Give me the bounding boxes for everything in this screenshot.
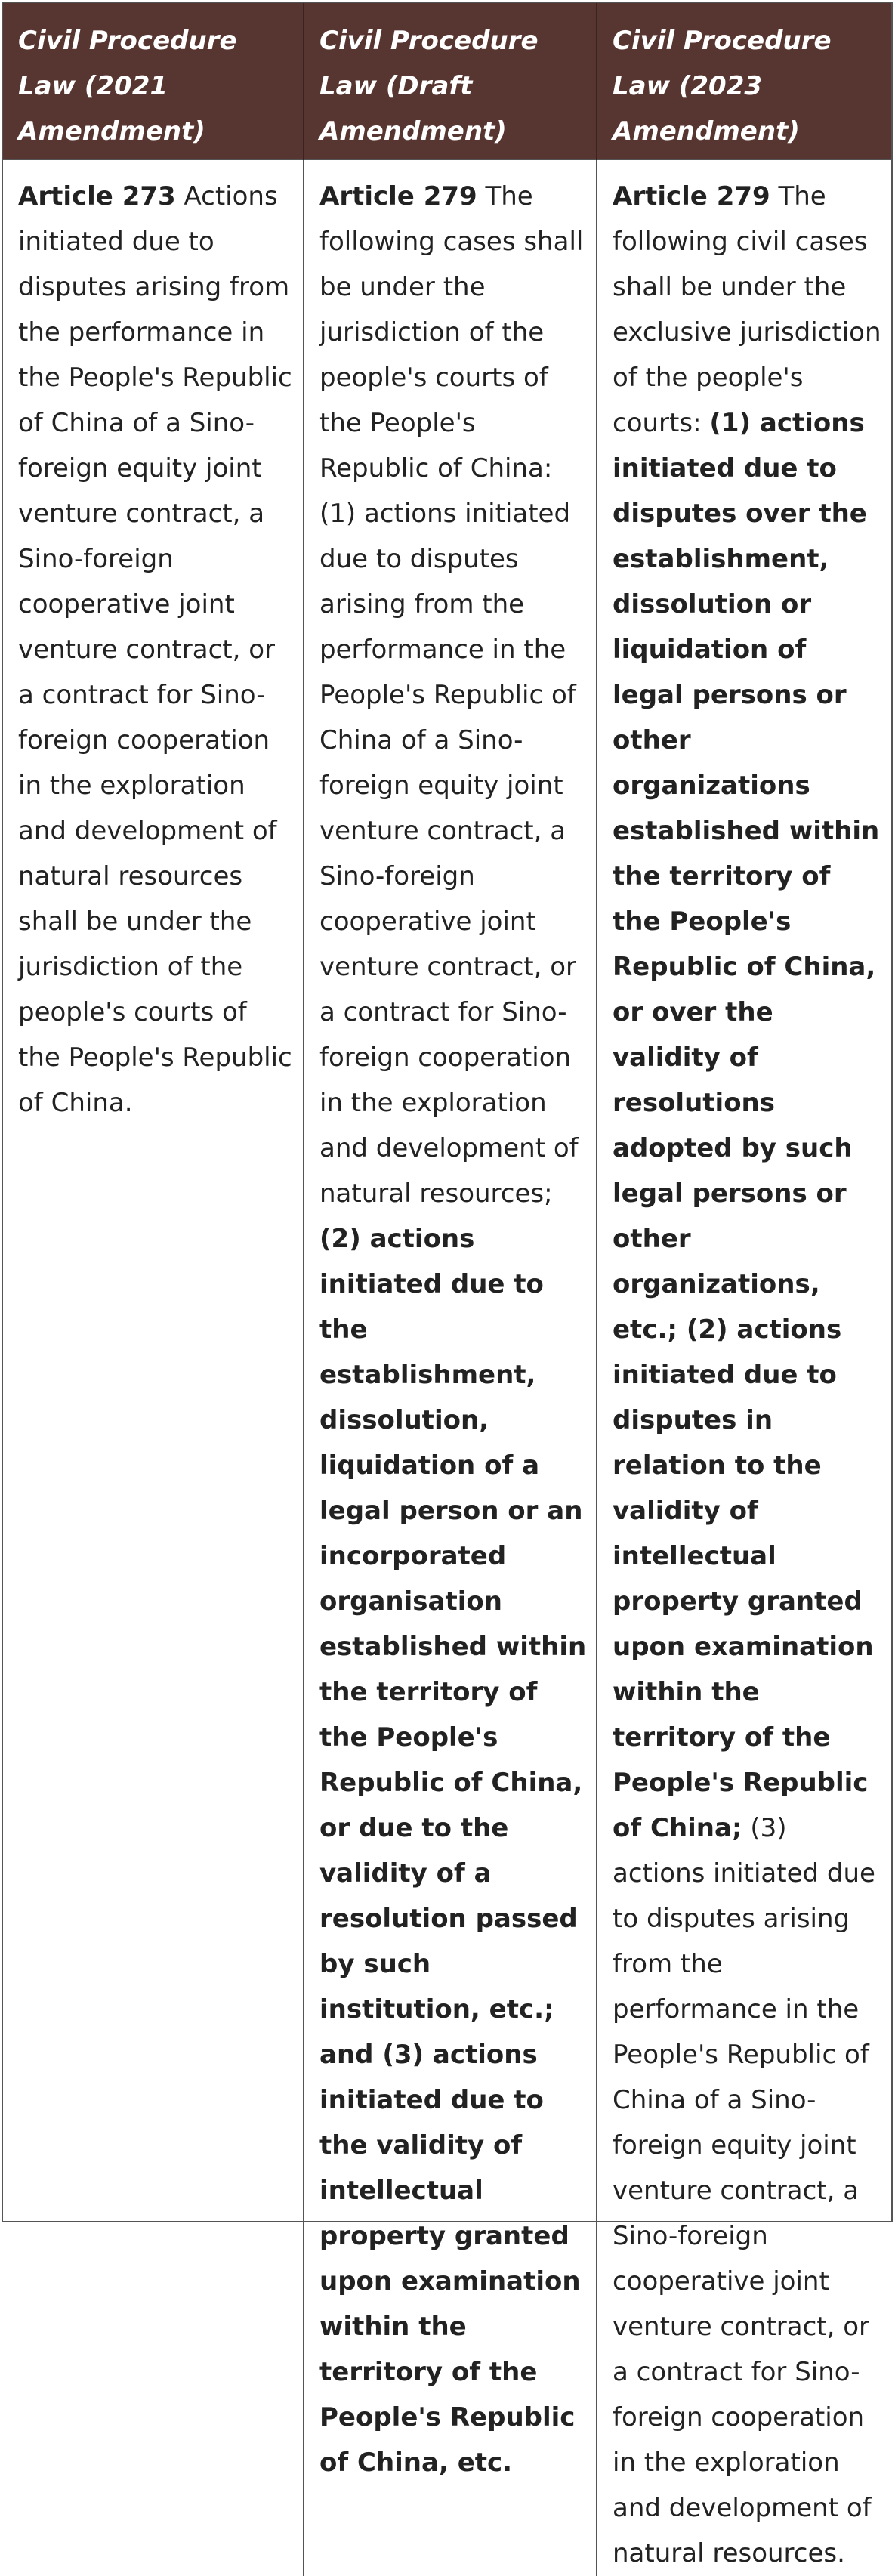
article-text-continued: (3) actions initiated due to disputes arising from the performance in the People's Republic of China of a Sino-foreign equity joint venture contract, a Sino-foreign cooperative joint venture contract, or a contract for Sino-foreign cooperation in the exploration and development of natural resources. <box>613 1813 875 2568</box>
article-text: Actions initiated due to disputes arising from the performance in the People's Republic of China of a Sino-foreign equity joint venture contract, a Sino-foreign cooperative joint venture contract, or a contract for Sino-foreign cooperation in the exploration and development of natural resources shall be under the jurisdiction of the people's courts of the People's Republic of China. <box>18 181 292 1118</box>
article-number: Article 273 <box>18 181 176 212</box>
article-text: The following cases shall be under the jurisdiction of the people's courts of the People's Republic of China: (1) actions initiated due to disputes arising from the performance in the People's Republic of China of a Sino-foreign equity joint venture contract, a Sino-foreign cooperative joint venture contract, or a contract for Sino-foreign cooperation in the exploration and development of natural resources; <box>319 181 584 1209</box>
article-number: Article 279 <box>613 181 770 212</box>
article-number: Article 279 <box>319 181 477 212</box>
cell-draft-amendment <box>304 159 597 2576</box>
article-text: The following civil cases shall be under the exclusive jurisdiction of the people's courts: <box>613 181 881 438</box>
header-row <box>3 3 891 159</box>
header-2023-amendment: Civil Procedure Law (2023 Amendment) <box>597 3 891 159</box>
table-body <box>3 159 891 2576</box>
cell-2021-amendment <box>3 159 304 2576</box>
comparison-table <box>3 3 891 2576</box>
comparison-table-container <box>2 2 893 2568</box>
table-header <box>3 3 891 159</box>
table-row <box>3 159 891 2576</box>
article-bold-text: (2) actions initiated due to the establishment, dissolution, liquidation of a legal person or an incorporated organisation established within the territory of the People's Republic of China, or due to the validity of a resolution passed by such institution, etc.; and (3) actions initiated due to the validity of intellectual property granted upon examination within the territory of the People's Republic of China, etc. <box>319 1224 587 2478</box>
header-draft-amendment: Civil Procedure Law (Draft Amendment) <box>304 3 597 159</box>
cell-2023-amendment <box>597 159 891 2576</box>
article-bold-text: (1) actions initiated due to disputes over the establishment, dissolution or liquidation of legal persons or other organizations established within the territory of the People's Republic of China, or over the validity of resolutions adopted by such legal persons or other organizations, etc.; (2) actions initiated due to disputes in relation to the validity of intellectual property granted upon examination within the territory of the People's Republic of China; <box>613 408 880 1843</box>
header-2021-amendment: Civil Procedure Law (2021 Amendment) <box>3 3 304 159</box>
